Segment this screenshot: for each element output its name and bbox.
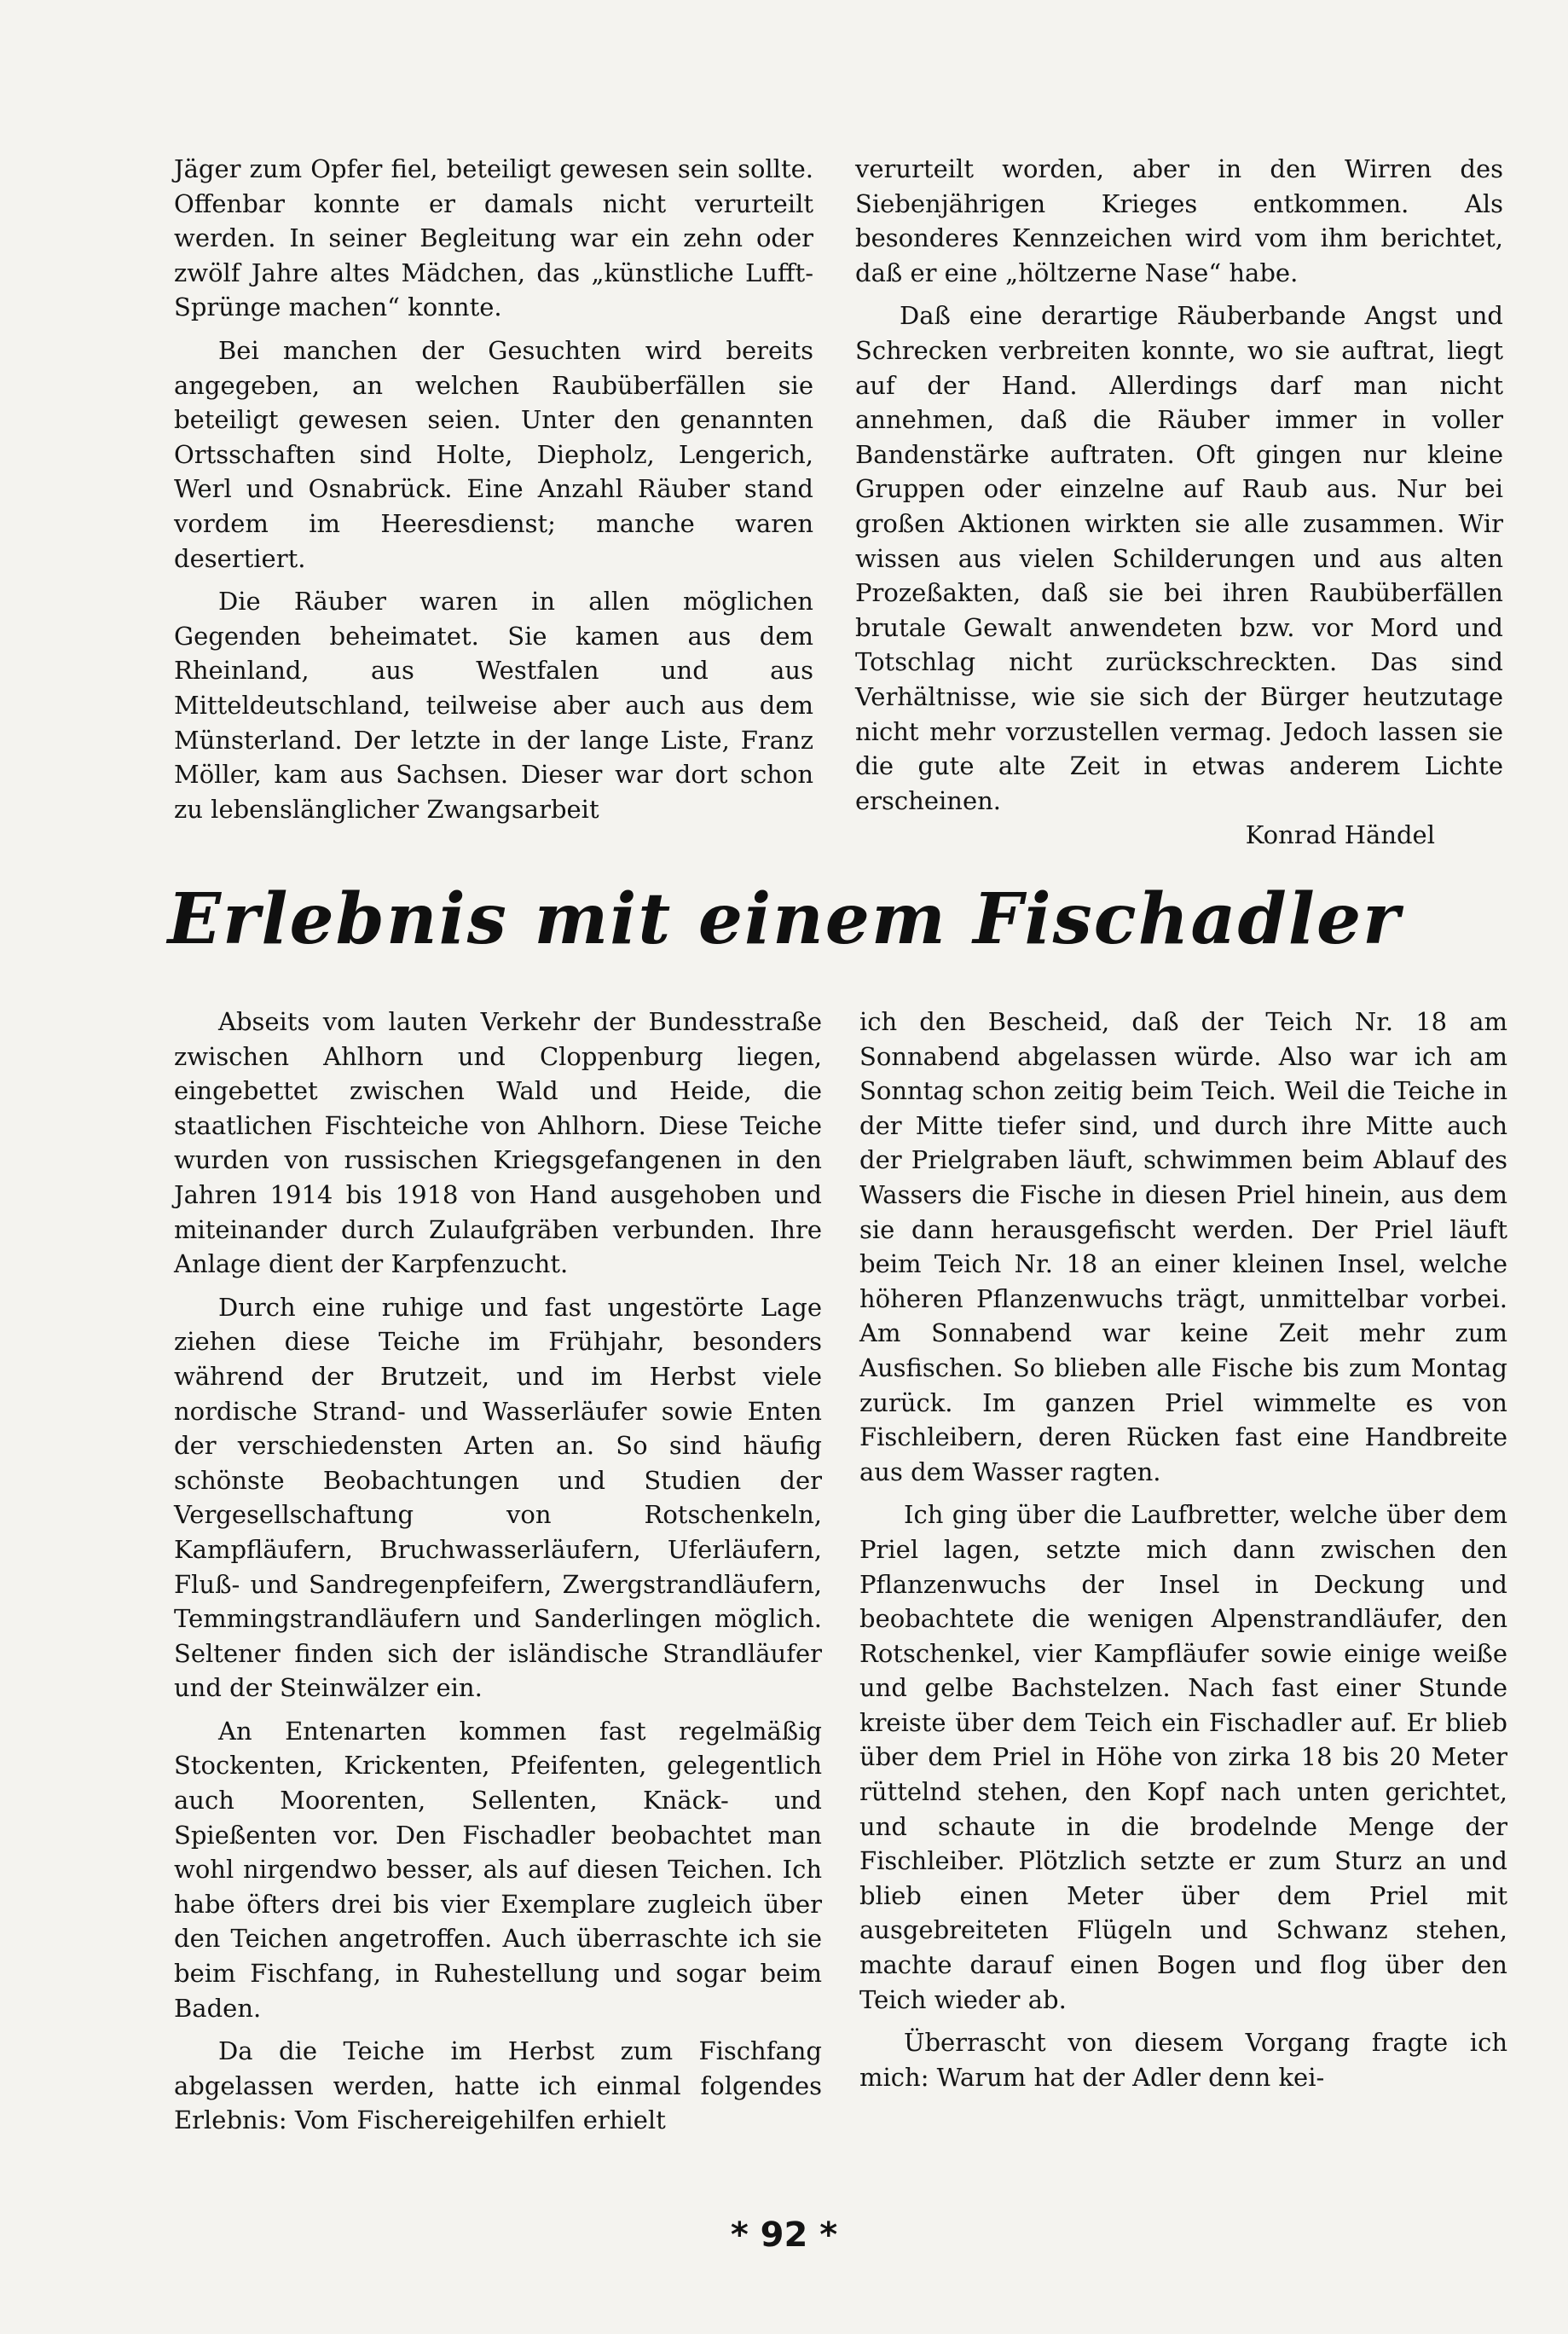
author-signature: Konrad Händel — [1245, 820, 1435, 850]
paragraph: Ich ging über die Laufbretter, welche über dem Priel lagen, setzte mich dann zwischen den Pflanzenwuchs der Insel in Deckung und beobachtete die wenigen Alpenstrandläufer, den Rotschenkel, vier Kampfläufer sowie einige weiße und gelbe Bachstelzen. Nach fast einer Stunde kreiste über dem Teich ein Fischadler auf. Er blieb über dem Priel in Höhe von zirka 18 bis 20 Meter rüttelnd stehen, den Kopf nach unten gerichtet, und schaute in die brodelnde Menge der Fischleiber. Plötzlich setzte er zum Sturz an und blieb einen Meter über dem Priel mit ausgebreiteten Flügeln und Schwanz stehen, machte darauf einen Bogen und flog über den Teich wieder ab. — [859, 1500, 1507, 2014]
paragraph: verurteilt worden, aber in den Wirren des Siebenjährigen Krieges entkommen. Als besonderes Kennzeichen wird vom ihm berichtet, daß er eine „höltzerne Nase“ habe. — [855, 154, 1503, 287]
article-headline: Erlebnis mit einem Fischadler — [167, 878, 1402, 960]
paragraph: Daß eine derartige Räuberbande Angst und Schrecken verbreiten konnte, wo sie auftrat, liegt auf der Hand. Allerdings darf man nicht annehmen, daß die Räuber immer in voller Bandenstärke auftraten. Oft gingen nur kleine Gruppen oder einzelne auf Raub aus. Nur bei großen Aktionen wirkten sie alle zusammen. Wir wissen aus vielen Schilderungen und aus alten Prozeßakten, daß sie bei ihren Raubüberfällen brutale Gewalt anwendeten bzw. vor Mord und Totschlag nicht zurückschreckten. Das sind Verhältnisse, wie sie sich der Bürger heutzutage nicht mehr vorzustellen vermag. Jedoch lassen sie die gute alte Zeit in etwas anderem Lichte erscheinen. — [855, 301, 1503, 815]
paragraph: Durch eine ruhige und fast ungestörte Lage ziehen diese Teiche im Frühjahr, besonders während der Brutzeit, und im Herbst viele nordische Strand- und Wasserläufer sowie Enten der verschiedensten Arten an. So sind häufig schönste Beobachtungen und Studien der Vergesellschaftung von Rotschenkeln, Kampfläufern, Bruchwasserläufern, Uferläufern, Fluß- und Sandregenpfeifern, Zwergstrandläufern, Temmingstrandläufern und Sanderlingen möglich. Seltener finden sich der isländische Strandläufer und der Steinwälzer ein. — [174, 1292, 822, 1703]
top-right-column — [855, 152, 1503, 853]
paragraph: Da die Teiche im Herbst zum Fischfang abgelassen werden, hatte ich einmal folgendes Erlebnis: Vom Fischereigehilfen erhielt — [174, 2036, 822, 2135]
paragraph: Die Räuber waren in allen möglichen Gegenden beheimatet. Sie kamen aus dem Rheinland, aus Westfalen und aus Mitteldeutschland, teilweise aber auch aus dem Münsterland. Der letzte in der lange Liste, Franz Möller, kam aus Sachsen. Dieser war dort schon zu lebenslänglicher Zwangsarbeit — [174, 587, 813, 824]
paragraph: Abseits vom lauten Verkehr der Bundesstraße zwischen Ahlhorn und Cloppenburg liegen, eingebettet zwischen Wald und Heide, die staatlichen Fischteiche von Ahlhorn. Diese Teiche wurden von russischen Kriegsgefangenen in den Jahren 1914 bis 1918 von Hand ausgehoben und miteinander durch Zulaufgräben verbunden. Ihre Anlage dient der Karpfenzucht. — [174, 1007, 822, 1279]
paragraph: Bei manchen der Gesuchten wird bereits angegeben, an welchen Raubüberfällen sie beteiligt gewesen seien. Unter den genannten Ortsschaften sind Holte, Diepholz, Lengerich, Werl und Osnabrück. Eine Anzahl Räuber stand vordem im Heeresdienst; manche waren desertiert. — [174, 335, 813, 573]
page-number: * 92 * — [730, 2215, 838, 2255]
paragraph: ich den Bescheid, daß der Teich Nr. 18 am Sonnabend abgelassen würde. Also war ich am Sonntag schon zeitig beim Teich. Weil die Teiche in der Mitte tiefer sind, und durch ihre Mitte auch der Prielgraben läuft, schwimmen beim Ablauf des Wassers die Fische in diesen Priel hinein, aus dem sie dann herausgefischt werden. Der Priel läuft beim Teich Nr. 18 an einer kleinen Insel, welche höheren Pflanzenwuchs trägt, unmittelbar vorbei. Am Sonnabend war keine Zeit mehr zum Ausfischen. So blieben alle Fische bis zum Montag zurück. Im ganzen Priel wimmelte es von Fischleibern, deren Rücken fast eine Handbreite aus dem Wasser ragten. — [859, 1007, 1507, 1486]
paragraph: An Entenarten kommen fast regelmäßig Stockenten, Krickenten, Pfeifenten, gelegentlich auch Moorenten, Sellenten, Knäck- und Spießenten vor. Den Fischadler beobachtet man wohl nirgendwo besser, als auf diesen Teichen. Ich habe öfters drei bis vier Exemplare zugleich über den Teichen angetroffen. Auch überraschte ich sie beim Fischfang, in Ruhestellung und sogar beim Baden. — [174, 1716, 822, 2023]
top-left-column — [174, 152, 813, 826]
article-right-column — [859, 1005, 1507, 2094]
paragraph: Überrascht von diesem Vorgang fragte ich mich: Warum hat der Adler denn kei- — [859, 2028, 1507, 2092]
article-left-column — [174, 1005, 822, 2138]
paragraph: Jäger zum Opfer fiel, beteiligt gewesen sein sollte. Offenbar konnte er damals nicht verurteilt werden. In seiner Begleitung war ein zehn oder zwölf Jahre altes Mädchen, das „künstliche Lufft-Sprünge machen“ konnte. — [174, 154, 813, 322]
